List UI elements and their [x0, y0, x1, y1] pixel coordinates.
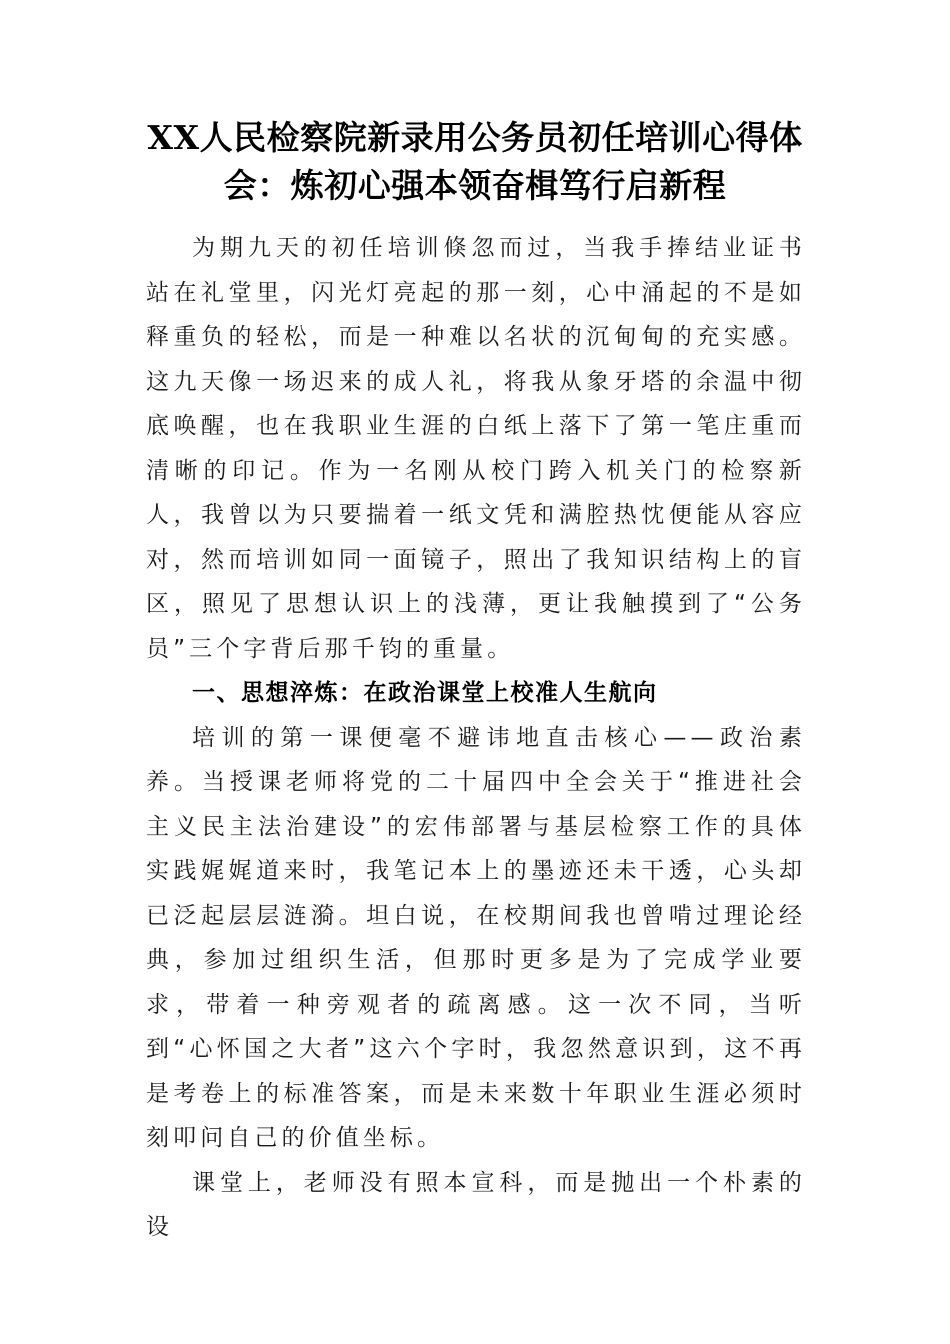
document-title: XX人民检察院新录用公务员初任培训心得体会：炼初心强本领奋楫笃行启新程 — [147, 118, 803, 205]
intro-paragraph: 为期九天的初任培训倏忽而过，当我手捧结业证书站在礼堂里，闪光灯亮起的那一刻，心中涌起的不是如释重负的轻松，而是一种难以名状的沉甸甸的充实感。这九天像一场迟来的成人礼，将我从象牙塔的余温中彻底唤醒，也在我职业生涯的白纸上落下了第一笔庄重而清晰的印记。作为一名刚从校门跨入机关门的检察新人，我曾以为只要揣着一纸文凭和满腔热忱便能从容应对，然而培训如同一面镜子，照出了我知识结构上的盲区，照见了思想认识上的浅薄，更让我触摸到了“公务员”三个字背后那千钧的重量。 — [146, 235, 806, 662]
section-paragraph: 课堂上，老师没有照本宣科，而是抛出一个朴素的设 — [146, 1169, 806, 1240]
document-body — [146, 226, 806, 1250]
section-heading: 一、思想淬炼：在政治课堂上校准人生航向 — [192, 680, 658, 706]
section-paragraph: 培训的第一课便毫不避讳地直击核心——政治素养。当授课老师将党的二十届四中全会关于“推进社会主义民主法治建设”的宏伟部署与基层检察工作的具体实践娓娓道来时，我笔记本上的墨迹还未干透，心头却已泛起层层涟漪。坦白说，在校期间我也曾啃过理论经典，参加过组织生活，但那时更多是为了完成学业要求，带着一种旁观者的疏离感。这一次不同，当听到“心怀国之大者”这六个字时，我忽然意识到，这不再是考卷上的标准答案，而是未来数十年职业生涯必须时刻叩问自己的价值坐标。 — [146, 724, 806, 1151]
